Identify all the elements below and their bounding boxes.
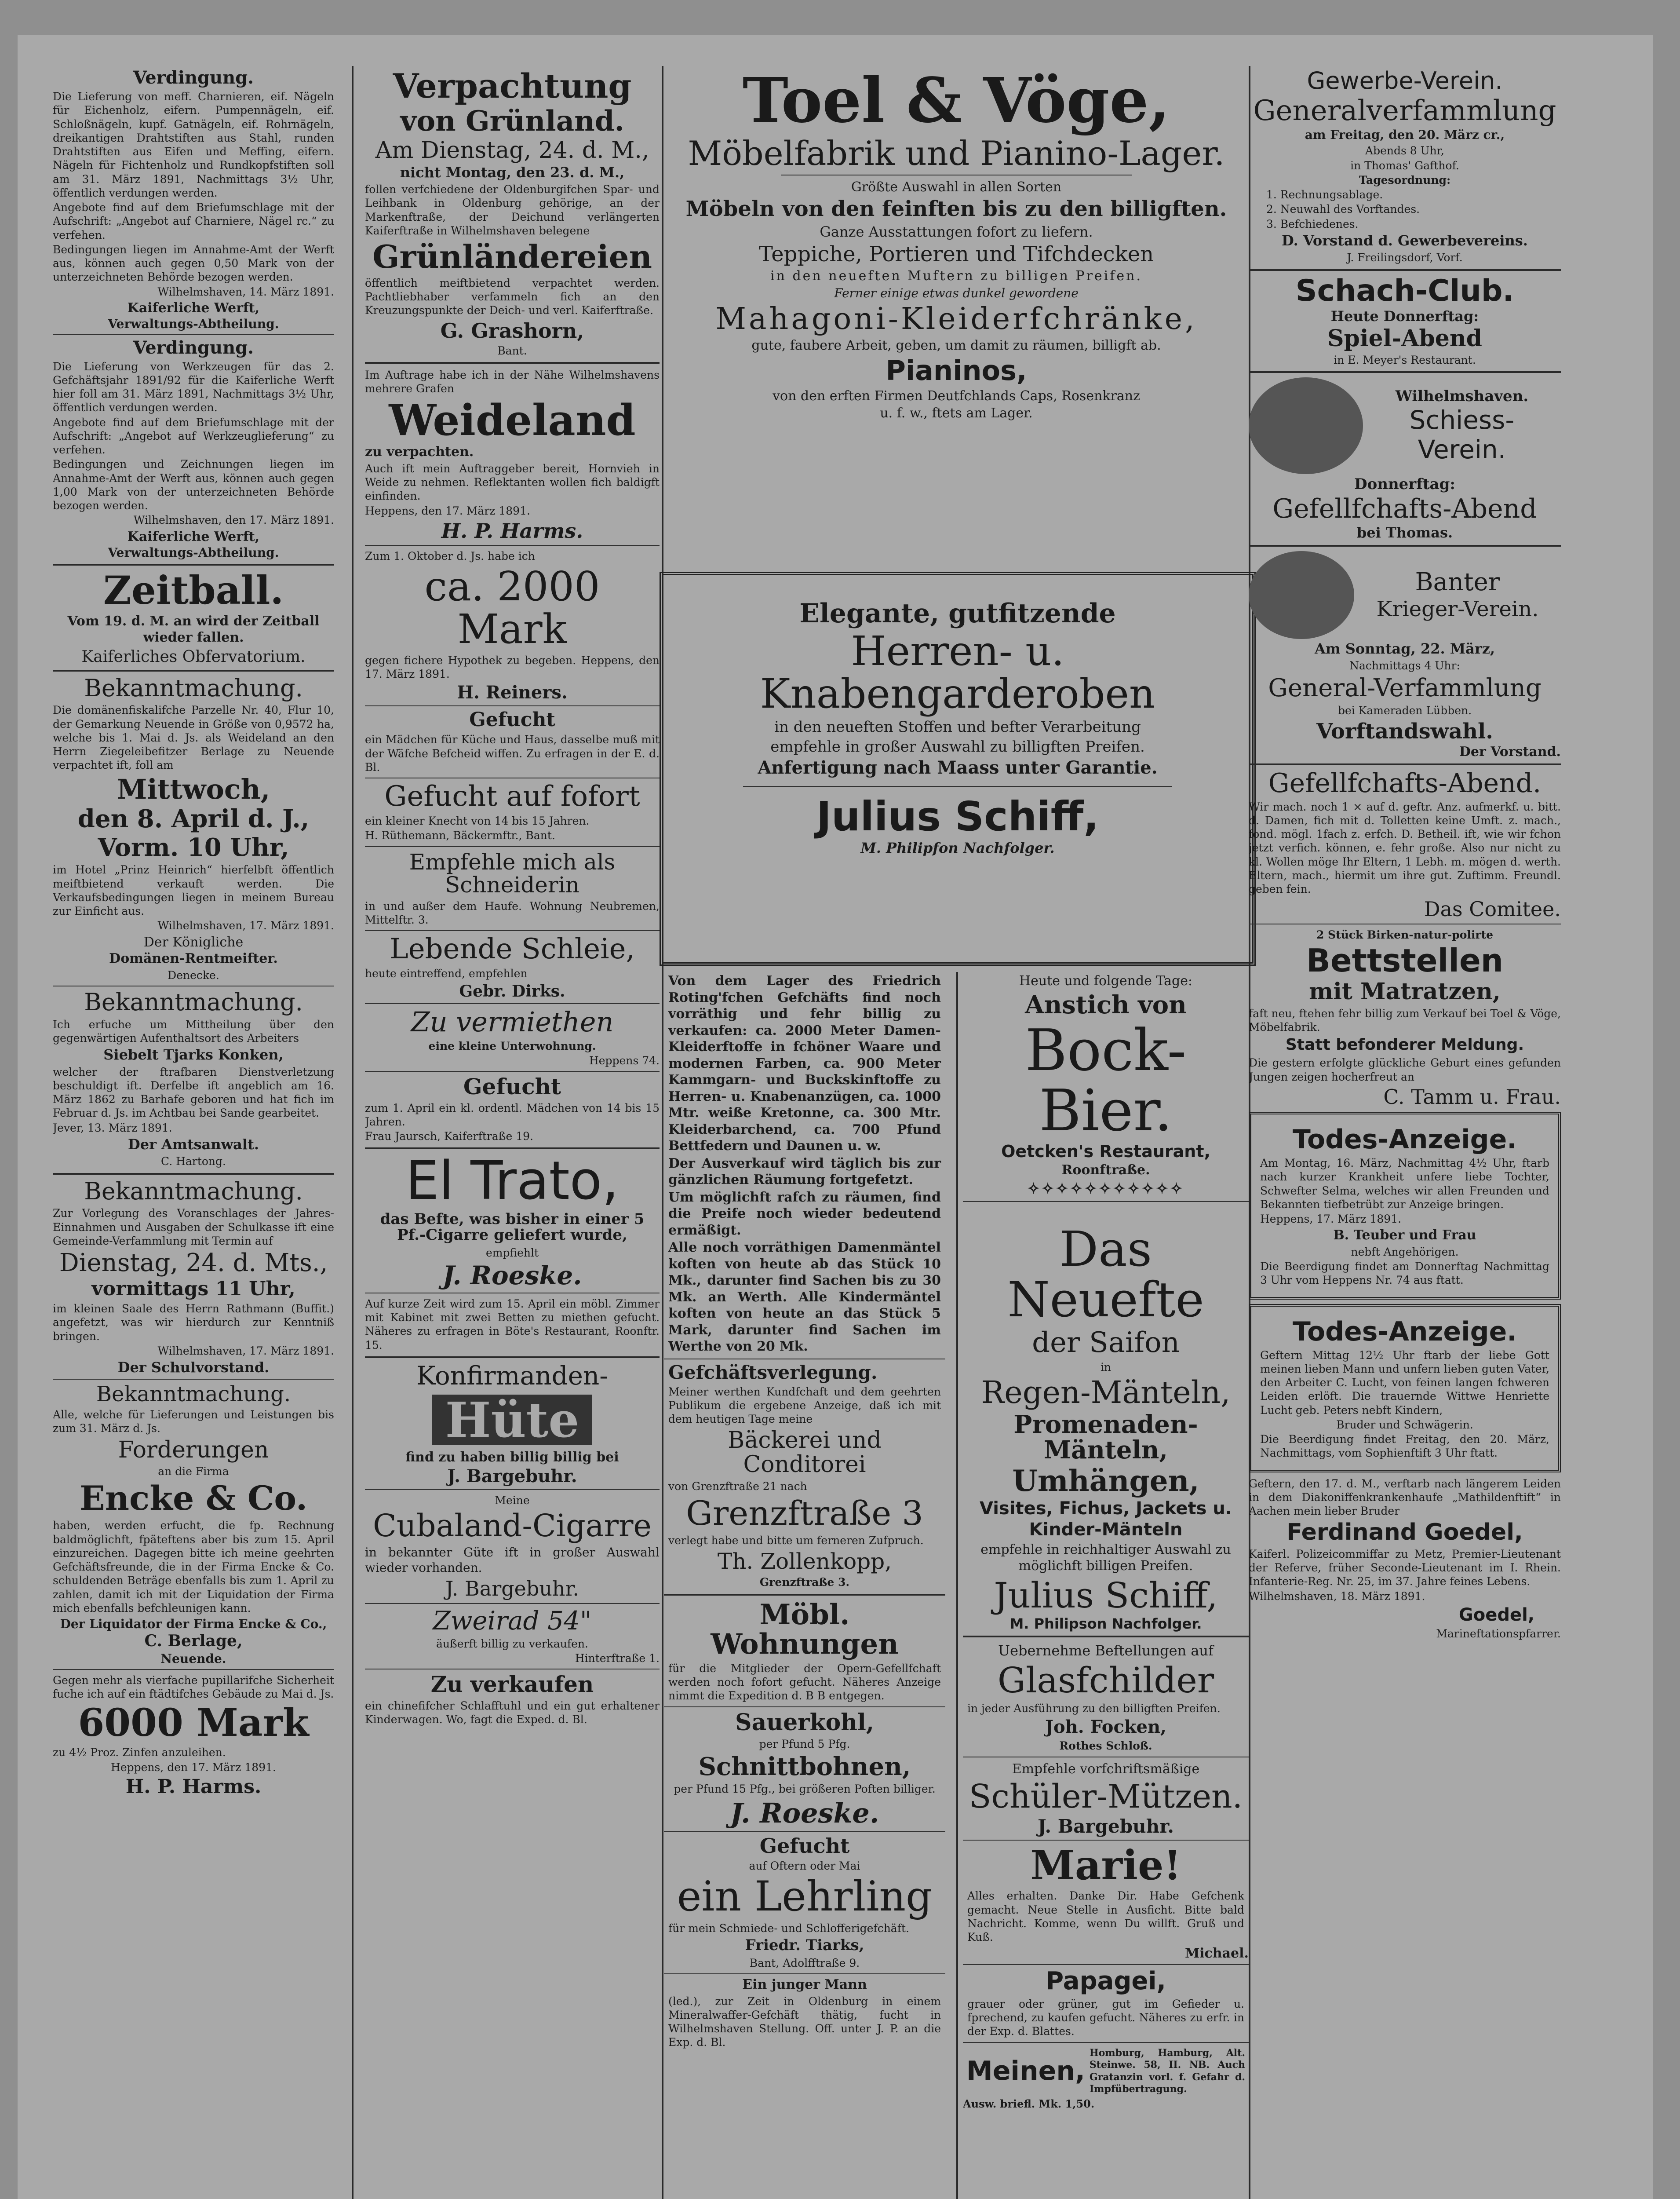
ad-signature: Neuende.	[160, 1651, 226, 1666]
ad-body: auf Oftern oder Mai	[749, 1859, 860, 1872]
ad-signature: M. Philipson Nachfolger.	[1009, 1615, 1202, 1632]
death-notice-box	[1249, 1304, 1561, 1472]
ad-title: Toel & Vöge,	[742, 66, 1170, 137]
ad-body: Im Auftrage habe ich in der Nähe Wilhelmshavens mehrere Grafen	[365, 369, 660, 395]
ad-highlight: Herren- u. Knabengarderoben	[760, 628, 1155, 717]
divider	[53, 1669, 334, 1670]
ad-body: in Thomas' Gafthof.	[1350, 159, 1459, 172]
divider	[365, 1603, 660, 1604]
column-3-header	[664, 66, 1249, 572]
ad-body: follen verfchiedene der Oldenburgifchen Spar- und Leihbank in Oldenburg gehörige, an der Markenftraße, der Deichund verlängerten Kaiferftraße in Wilhelmshaven belegene	[365, 183, 660, 237]
ad-body: in	[1100, 1360, 1111, 1373]
ad-body: gute, faubere Arbeit, geben, um damit zu räumen, billigft ab.	[751, 337, 1161, 353]
ad-highlight: General-Verfammlung	[1268, 673, 1542, 702]
shooting-club-emblem-icon	[1249, 377, 1363, 474]
ad-title: Sauerkohl,	[735, 1709, 874, 1736]
ad-body: in den neueften Muftern zu billigen Preifen.	[770, 268, 1142, 284]
ad-signature: nebft Angehörigen.	[1351, 1245, 1459, 1258]
veterans-club-emblem-icon	[1249, 551, 1354, 639]
ad-highlight: Generalverfammlung	[1253, 94, 1556, 127]
ad-signature: Grenzftraße 3.	[759, 1576, 850, 1589]
ad-body: Alles erhalten. Danke Dir. Habe Gefchenk gemacht. Neue Stelle in Ausficht. Bitte bald Nachricht. Komme, wenn Du willft. Gruß und Kuß.	[967, 1889, 1244, 1944]
ad-title: Gefucht	[469, 709, 555, 731]
ad-title: Bekanntmachung.	[84, 674, 303, 702]
ad-highlight: Mahagoni-Kleiderfchränke,	[715, 301, 1197, 336]
ad-title: Gewerbe-Verein.	[1307, 67, 1503, 95]
ad-body: Oetcken's Restaurant,	[1001, 1142, 1210, 1162]
ad-highlight: Regen-Mänteln,	[981, 1374, 1231, 1411]
ad-title: Gefucht auf fofort	[384, 780, 640, 813]
ad-body: verlegt habe und bitte um ferneren Zufpruch.	[668, 1534, 924, 1547]
ad-body: Die Lieferung von meff. Charnieren, eif. Nägeln für Eichenholz, eifern. Pumpennägeln, eif. Schloßnägeln, kupf. Gatnägeln, eif. Rohrnägeln, dreikantigen Drahtstiften aus Stahl, runden Drahtstiften aus Eifen und Meffing, eifern. Nägeln für Fichtenholz und Rundkopfstiften soll am 31. März 1891, Nachmittags 3½ Uhr, öffentlich verdungen werden.	[53, 90, 334, 199]
ad-body: Heppens 74.	[589, 1054, 660, 1067]
ad-highlight: Am Dienstag, 24. d. M.,	[375, 137, 649, 164]
ad-body: bei Thomas.	[1356, 524, 1453, 541]
ad-body: ein chinefifcher Schlafftuhl und ein gut erhaltener Kinderwagen. Wo, fagt die Exped. d. Bl.	[365, 1699, 660, 1726]
ad-body: Ganze Ausstattungen fofort zu liefern.	[820, 223, 1093, 240]
ad-body: von den erften Firmen Deutfchlands Caps, Rosenkranz	[773, 388, 1140, 404]
ad-signature: B. Teuber und Frau	[1333, 1227, 1476, 1243]
ad-body: Empfehle vorfchriftsmäßige	[1012, 1761, 1200, 1777]
ad-title: Bekanntmachung.	[96, 1381, 291, 1406]
ad-body: für mein Schmiede- und Schlofferigefchäft.	[668, 1921, 909, 1935]
ad-date: Heppens, den 17. März 1891.	[111, 1761, 276, 1774]
ad-highlight: den 8. April d. J.,	[77, 804, 310, 833]
divider	[963, 1840, 1249, 1841]
ad-body: grauer oder grüner, gut im Gefieder u. fprechend, zu kaufen gefucht. Näheres zu erfr. in der Exp. d. Blattes.	[967, 1997, 1244, 2038]
ad-body: Auf kurze Zeit wird zum 15. April ein möbl. Zimmer mit Kabinet mit zwei Betten zu miethen gefucht. Näheres zu erfragen in Böte's Restaurant, Roonftr. 15.	[365, 1297, 660, 1352]
ad-signature: H. P. Harms.	[125, 1775, 262, 1798]
ad-body: am Freitag, den 20. März cr.,	[1305, 127, 1505, 142]
divider	[365, 1147, 660, 1149]
ad-signature: J. Bargebuhr.	[1037, 1815, 1174, 1837]
ad-body: ein Mädchen für Küche und Haus, dasselbe muß mit der Wäfche Befcheid wiffen. Zu erfragen in der E. d. Bl.	[365, 733, 660, 774]
ad-body: Ausw. briefl. Mk. 1,50.	[963, 2097, 1095, 2110]
ad-body: Gegen mehr als vierfache pupillarifche Sicherheit fuche ich auf ein ftädtifches Gebäude zu Mai d. Js.	[53, 1673, 334, 1700]
ad-title: Gefucht	[759, 1834, 850, 1858]
ad-body: eine kleine Unterwohnung.	[428, 1039, 596, 1052]
divider	[1249, 371, 1561, 373]
ad-title: Anstich von	[1025, 990, 1187, 1019]
ad-highlight: Bettstellen	[1306, 942, 1504, 979]
ad-body: welcher der ftrafbaren Dienstverletzung beschuldigt ift. Derfelbe ift angeblich am 16. März 1862 zu Barhafe geboren und hat fich im Februar d. Js. im Achtbau bei Sande gearbeitet.	[53, 1065, 334, 1120]
ad-highlight: Ferdinand Goedel,	[1286, 1519, 1523, 1546]
ad-signature: Joh. Focken,	[1045, 1717, 1166, 1738]
ad-highlight: zu verpachten.	[365, 444, 474, 460]
ad-highlight: Papagei,	[1046, 1966, 1166, 1995]
ad-body: Bedingungen und Zeichnungen liegen im Annahme-Amt der Werft aus, können auch gegen 1,00 Mark von der unterzeichneten Behörde bezogen werden.	[53, 458, 334, 512]
ad-body: Heute und folgende Tage:	[1019, 973, 1193, 989]
ad-highlight: Dienstag, 24. d. Mts.,	[59, 1249, 328, 1278]
ad-highlight: Bäckerei und Conditorei	[728, 1427, 882, 1478]
divider	[53, 1379, 334, 1380]
ad-highlight: Kinder-Mänteln	[1029, 1519, 1183, 1540]
ad-title: Konfirmanden-	[416, 1360, 608, 1391]
ad-title: Schach-Club.	[1295, 273, 1514, 308]
ad-signature: Der Schulvorstand.	[117, 1359, 270, 1376]
ad-signature: Bant.	[497, 344, 527, 357]
ad-body: Abends 8 Uhr,	[1365, 144, 1444, 157]
ad-body: im Hotel „Prinz Heinrich“ hierfelbft öffentlich meiftbietend verkauft werden. Die Verkaufsbedingungen liegen in meinem Bureau zur Einficht aus.	[53, 863, 334, 918]
ad-body: 3. Befchiedenes.	[1266, 217, 1359, 230]
ad-body: Alle noch vorräthigen Damenmäntel koften von heute ab das Stück 10 Mk., darunter find Sachen bis zu 30 Mk. an Werth. Alle Kindermäntel koften von heute an das Stück 5 Mark, darunter find Sachen im Werthe von 20 Mk.	[668, 1240, 941, 1354]
ad-date: Wilhelmshaven, 17. März 1891.	[157, 1344, 334, 1357]
ad-body: Heute Donnerftag:	[1330, 308, 1479, 325]
divider	[1249, 763, 1561, 765]
ad-body: Die Beerdigung findet am Donnerftag Nachmittag 3 Uhr vom Heppens Nr. 74 aus ftatt.	[1260, 1260, 1549, 1287]
ad-body: Bedingungen liegen im Annahme-Amt der Werft aus, können auch gegen 0,50 Mark von der unterzeichneten Behörde bezogen werden.	[53, 243, 334, 284]
ad-title: Zeitball.	[103, 567, 284, 613]
ad-body: im kleinen Saale des Herrn Rathmann (Buffit.) angefetzt, was wir hierdurch zur Kenntniß bringen.	[53, 1302, 334, 1343]
ad-highlight: Bock-Bier.	[1025, 1017, 1187, 1144]
ad-body: Am Sonntag, 22. März,	[1314, 640, 1495, 657]
ad-title: Zu verkaufen	[430, 1671, 594, 1698]
ad-signature: Marineftationspfarrer.	[1436, 1627, 1561, 1640]
ad-title: Zweirad 54"	[433, 1605, 592, 1636]
ad-body: Homburg, Hamburg, Alt. Steinwe. 58, II. NB. Auch Gratanzin vorl. f. Gefahr d. Impfübertragung.	[1089, 2047, 1245, 2095]
divider	[53, 670, 334, 672]
ad-signature: J. Roeske.	[730, 1797, 879, 1829]
ad-signature: C. Tamm u. Frau.	[1383, 1085, 1561, 1109]
ad-signature: Julius Schiff,	[816, 793, 1099, 840]
ad-signature: D. Vorstand d. Gewerbevereins.	[1282, 232, 1528, 249]
ad-body: faft neu, ftehen fehr billig zum Verkauf bei Toel & Vöge, Möbelfabrik.	[1249, 1007, 1561, 1034]
ad-title: Bekanntmachung.	[84, 1177, 303, 1205]
ad-signature: Domänen-Rentmeifter.	[109, 951, 278, 967]
ornament-row: ✧✧✧✧✧✧✧✧✧✧✧	[1027, 1180, 1184, 1198]
ad-title: Empfehle mich als Schneiderin	[409, 849, 616, 898]
ad-title: Todes-Anzeige.	[1292, 1316, 1517, 1347]
ad-highlight: Vorftandswahl.	[1316, 719, 1493, 744]
ad-signature: C. Hartong.	[161, 1155, 226, 1168]
ad-subtitle: Möbelfabrik und Pianino-Lager.	[688, 134, 1225, 173]
ad-highlight: Möbeln von den feinften bis zu den billigften.	[685, 197, 1227, 222]
ad-body: das Befte, was bisher in einer 5 Pf.-Cigarre geliefert wurde,	[380, 1210, 645, 1244]
ad-body: find zu haben billig billig bei	[405, 1450, 619, 1465]
ad-highlight: El Trato,	[405, 1151, 619, 1212]
ad-body: Angebote find auf dem Briefumschlage mit der Aufschrift: „Angebot auf Charniere, Nägel rc.“ zu verfehen.	[53, 201, 334, 241]
ad-title: Verdingung.	[133, 67, 254, 88]
divider	[963, 1201, 1249, 1202]
ad-body: Geftern Mittag 12½ Uhr ftarb der liebe Gott meinen lieben Mann und unfern lieben guten Vater, den Arbeiter C. Lucht, von feinen langen fchweren Leiden erlöft. Die trauernde Wittwe Henriette Lucht geb. Peters nebft Kindern,	[1260, 1348, 1549, 1417]
ad-highlight: der Saifon	[1032, 1326, 1180, 1359]
ad-body: Ich erfuche um Mittheilung über den gegenwärtigen Aufenthaltsort des Arbeiters	[53, 1018, 334, 1045]
ad-body: u. f. w., ftets am Lager.	[880, 405, 1033, 421]
ad-body: Zur Vorlegung des Voranschlages der Jahres-Einnahmen und Ausgaben der Schulkasse ift eine Gemeinde-Verfammlung mit Termin auf	[53, 1207, 334, 1247]
ad-signature: Kaiferliche Werft,	[127, 529, 260, 544]
ad-highlight: Umhängen,	[1012, 1464, 1199, 1498]
ad-signature: Julius Schiff,	[994, 1574, 1218, 1616]
ad-body: ein kleiner Knecht von 14 bis 15 Jahren.	[365, 815, 590, 828]
ad-body: Die gestern erfolgte glückliche Geburt eines gefunden Jungen zeigen hocherfreut an	[1249, 1056, 1561, 1083]
ad-highlight: Spiel-Abend	[1327, 325, 1483, 352]
ad-body: Uebernehme Beftellungen auf	[998, 1642, 1214, 1659]
ad-highlight: Meinen,	[966, 2056, 1085, 2087]
ad-date: Heppens, den 17. März 1891.	[365, 504, 530, 517]
ad-title: Ein junger Mann	[742, 1977, 867, 1993]
ad-body: Auch ift mein Auftraggeber bereit, Hornvieh in Weide zu nehmen. Reflektanten wollen fich baldigft einfinden.	[365, 462, 660, 503]
ad-highlight: Siebelt Tjarks Konken,	[103, 1046, 284, 1063]
ad-body: Um möglichft rafch zu räumen, find die Preife noch wieder bedeutend ermäßigt.	[668, 1189, 941, 1238]
column-4	[1249, 66, 1561, 2199]
ad-body: Am Montag, 16. März, Nachmittag 4½ Uhr, ftarb nach kurzer Krankheit unfere liebe Tochter, Schwefter Selma, welches wir allen Freunden und Bekannten tiefbetrübt zur Anzeige bringen.	[1260, 1157, 1549, 1211]
ad-date: Wilhelmshaven, 18. März 1891.	[1249, 1589, 1425, 1603]
divider	[365, 1356, 660, 1358]
ad-highlight: Das Neuefte	[1007, 1220, 1204, 1328]
ad-body: 1. Rechnungsablage.	[1266, 188, 1383, 201]
ad-title: Gefucht	[463, 1074, 561, 1100]
death-notice-box	[1249, 1112, 1561, 1300]
divider	[53, 334, 334, 335]
ad-body: Nachmittags 4 Uhr:	[1349, 659, 1460, 672]
ad-highlight: Marie!	[1030, 1841, 1181, 1889]
ad-highlight: Pianinos,	[886, 354, 1027, 387]
ad-highlight: vormittags 11 Uhr,	[91, 1277, 295, 1300]
divider	[53, 1173, 334, 1175]
ad-signature: J. Roeske.	[442, 1260, 582, 1290]
ad-body: Wir mach. noch 1 × auf d. geftr. Anz. aufmerkf. u. bitt. d. Damen, fich mit d. Tolletten keine Umft. z. mach., fond. mögl. 1fach z. erfch. D. Betheil. ift, wie wir fchon jetzt verfich. können, e. fehr große. Also nur nicht zu kl. Wollen möge Ihr Eltern, 1 Lebh. m. mögen d. werth. Eltern, mach., hiermit um ihre gut. Zuftimm. Freundl. geben fein.	[1249, 800, 1561, 895]
ad-highlight: Visites, Fichus, Jackets u.	[979, 1498, 1232, 1519]
ad-body: zum 1. April ein kl. ordentl. Mädchen von 14 bis 15 Jahren.	[365, 1101, 660, 1128]
ad-highlight: Forderungen	[118, 1436, 269, 1463]
ad-body: Wilhelmshaven.	[1395, 387, 1529, 405]
ad-date: Jever, 13. März 1891.	[53, 1121, 172, 1134]
column-rule	[662, 66, 663, 2199]
ad-signature: Kaiferliches Obfervatorium.	[81, 647, 306, 666]
divider	[365, 1071, 660, 1072]
ad-signature: Frau Jaursch, Kaiferftraße 19.	[365, 1130, 533, 1143]
ad-date: Wilhelmshaven, 14. März 1891.	[157, 285, 334, 298]
divider	[963, 2042, 1249, 2043]
ad-body: haben, werden erfucht, die fp. Rechnung baldmöglichft, fpäteftens aber bis zum 15. April einzureichen. Dagegen bitte ich meine geehrten Gefchäftsfreunde, die in der Firma Encke & Co. schuldenden Beträge ebenfalls bis zum 1. April zu zahlen, damit ich mit der Liquidation der Firma mich ebenfalls befchleunigen kann.	[53, 1519, 334, 1615]
ad-body: Größte Auswahl in allen Sorten	[851, 179, 1062, 195]
ad-signature: Der Vorstand.	[1459, 744, 1561, 760]
ad-body: Meiner werthen Kundfchaft und dem geehrten Publikum die ergebene Anzeige, daß ich mit dem heutigen Tage meine	[668, 1385, 941, 1426]
ad-body: empfehle in großer Auswahl zu billigften Preifen.	[770, 738, 1145, 756]
ad-body: in den neueften Stoffen und befter Verarbeitung	[774, 718, 1141, 736]
ad-highlight: Grünländereien	[372, 238, 652, 276]
ad-title: Verdingung.	[133, 337, 254, 358]
ad-title: Cubaland-Cigarre	[373, 1507, 652, 1544]
ad-body: Roonftraße.	[1061, 1162, 1150, 1178]
ad-body: 2 Stück Birken-natur-polirte	[1316, 928, 1494, 941]
ad-body: per Pfund 15 Pfg., bei größeren Poften billiger.	[674, 1783, 936, 1796]
ad-body: heute eintreffend, empfehlen	[365, 967, 528, 980]
ad-date: Wilhelmshaven, den 17. März 1891.	[133, 514, 334, 527]
ad-body: Statt befonderer Meldung.	[1285, 1036, 1524, 1054]
ad-signature: Bruder und Schwägerin.	[1336, 1418, 1473, 1431]
ad-title: Schnittbohnen,	[698, 1752, 911, 1781]
ad-highlight: Vorm. 10 Uhr,	[98, 833, 289, 862]
ad-signature: Gebr. Dirks.	[459, 982, 565, 1001]
ad-body: Tagesordnung:	[1359, 173, 1451, 186]
ad-signature: C. Berlage,	[144, 1632, 243, 1651]
ad-signature: Kaiferliche Werft,	[127, 300, 260, 316]
ad-body: Die Beerdigung findet Freitag, den 20. März, Nachmittags, vom Sophienftift 3 Uhr ftatt.	[1260, 1433, 1549, 1460]
divider	[53, 564, 334, 566]
ad-signature: Der Amtsanwalt.	[128, 1136, 259, 1153]
ad-title: Todes-Anzeige.	[1292, 1124, 1517, 1155]
divider	[1249, 545, 1561, 547]
ad-signature: Der Liquidator der Firma Encke & Co.,	[60, 1617, 327, 1632]
ad-signature: Rothes Schloß.	[1059, 1739, 1152, 1753]
ad-highlight: Gefellfchafts-Abend	[1272, 493, 1537, 525]
ad-body: bei Kameraden Lübben.	[1337, 704, 1472, 717]
ad-date: Heppens, 17. März 1891.	[1260, 1213, 1402, 1226]
column-1	[53, 66, 334, 2199]
ad-signature: J. Freilingsdorf, Vorf.	[1347, 251, 1463, 264]
ad-signature: Der Königliche	[143, 934, 244, 950]
ad-highlight: Glasfchilder	[997, 1660, 1214, 1701]
ad-signature: Denecke.	[168, 968, 219, 982]
ad-signature: Michael.	[1184, 1946, 1249, 1962]
ad-highlight: mit Matratzen,	[1309, 978, 1501, 1005]
divider	[664, 1973, 945, 1974]
ad-title: Möbl. Wohnungen	[711, 1598, 899, 1661]
ad-body: empfiehlt	[485, 1246, 539, 1259]
ad-highlight: Weideland	[389, 395, 636, 445]
ad-body: in und außer dem Haufe. Wohnung Neubremen, Mittelftr. 3.	[365, 899, 660, 926]
ad-highlight: Teppiche, Portieren und Tifchdecken	[758, 241, 1154, 267]
ad-frame	[660, 572, 1256, 966]
ad-body: 2. Neuwahl des Vorftandes.	[1266, 203, 1420, 216]
ad-signature: G. Grashorn,	[440, 318, 584, 343]
ad-body: Donnerftag:	[1354, 475, 1455, 493]
ad-title: Banter	[1415, 568, 1500, 597]
ad-body: an die Firma	[158, 1465, 229, 1478]
ad-highlight: ein Lehrling	[677, 1873, 933, 1921]
divider	[664, 1594, 945, 1596]
ad-body: zu 4½ Proz. Zinfen anzuleihen.	[53, 1746, 226, 1759]
divider	[963, 1636, 1249, 1637]
column-rule	[956, 972, 958, 2199]
ad-date: Wilhelmshaven, 17. März 1891.	[157, 919, 334, 932]
ad-signature: H. Reiners.	[457, 682, 568, 703]
ad-body: Ferner einige etwas dunkel gewordene	[834, 285, 1079, 300]
ad-signature: Das Comitee.	[1424, 897, 1561, 921]
ad-body: in jeder Ausführung zu den billigften Preifen.	[967, 1702, 1221, 1715]
divider	[365, 705, 660, 706]
column-2	[365, 66, 660, 2199]
ad-body: in E. Meyer's Restaurant.	[1334, 354, 1476, 367]
ad-signature: Bant, Adolfftraße 9.	[749, 1956, 860, 1969]
divider	[963, 1964, 1249, 1965]
ad-title: Gefchäftsverlegung.	[668, 1361, 878, 1383]
ad-body: gegen fichere Hypothek zu begeben. Heppens, den 17. März 1891.	[365, 654, 660, 680]
ad-title: Krieger-Verein.	[1376, 596, 1539, 621]
ad-body: Anfertigung nach Maass unter Garantie.	[758, 757, 1158, 778]
column-3-left	[664, 972, 945, 2199]
ad-body: Von dem Lager des Friedrich Roting'fchen Gefchäfts find noch vorräthig und fehr billig zu verkaufen: ca. 2000 Meter Damen-Kleiderftoffe in fchöner Waare und modernen Farben, ca. 900 Meter Kammgarn- und Buckskinftoffe zu Herren- u. Knabenanzügen, ca. 1000 Mtr. weiße Kretonne, ca. 300 Mtr. Kleiderbarchend, ca. 700 Pfund Bettfedern und Daunen u. w.	[668, 973, 941, 1154]
ad-body: für die Mitglieder der Opern-Gefellfchaft werden noch fofort gefucht. Näheres Anzeige nimmt die Expedition d. B B entgegen.	[668, 1662, 941, 1702]
ad-highlight: nicht Montag, den 23. d. M.,	[400, 164, 625, 181]
ad-signature: Friedr. Tiarks,	[745, 1936, 864, 1954]
divider	[365, 545, 660, 546]
ad-body: Angebote find auf dem Briefumschlage mit der Aufschrift: „Angebot auf Werkzeuglieferung“ zu verfehen.	[53, 416, 334, 457]
ad-body: Alle, welche für Lieferungen und Leistungen bis zum 31. März d. Js.	[53, 1408, 334, 1435]
column-3-right	[963, 972, 1249, 2199]
ad-highlight: Encke & Co.	[79, 1479, 308, 1518]
ad-signature: Hinterftraße 1.	[575, 1651, 660, 1665]
divider	[664, 1831, 945, 1832]
ad-highlight: Hüte	[432, 1395, 593, 1446]
ad-title: Zu vermiethen	[411, 1006, 614, 1038]
ad-signature: Verwaltungs-Abtheilung.	[108, 545, 279, 560]
ad-title: Schiess-	[1409, 405, 1515, 435]
ad-body: empfehle in reichhaltiger Auswahl zu möglichft billigen Preifen.	[980, 1541, 1231, 1574]
ad-signature: Th. Zollenkopp,	[717, 1548, 892, 1574]
ad-highlight: ca. 2000 Mark	[424, 563, 600, 653]
ad-body: Der Ausverkauf wird täglich bis zur gänzlichen Räumung fortgefetzt.	[668, 1155, 941, 1187]
ad-body: (led.), zur Zeit in Oldenburg in einem Mineralwaffer-Gefchäft thätig, fucht in Wilhelmshaven Stellung. Off. unter J. P. an die Exp. d. Bl.	[668, 1994, 941, 2049]
ad-body: Zum 1. Oktober d. Js. habe ich	[365, 550, 535, 563]
ad-signature: H. Rüthemann, Bäckermftr., Bant.	[365, 829, 555, 842]
ad-signature: Goedel,	[1458, 1604, 1534, 1625]
ad-body: Die Lieferung von Werkzeugen für das 2. Gefchäftsjahr 1891/92 für die Kaiferliche Werft hier foll am 31. März 1891, Nachmittags 3½ Uhr, öffentlich verdungen werden.	[53, 360, 334, 414]
ad-body: äußerft billig zu verkaufen.	[436, 1637, 588, 1650]
ad-body: per Pfund 5 Pfg.	[759, 1738, 850, 1751]
ad-title: Lebende Schleie,	[390, 933, 635, 966]
ad-highlight: Promenaden-Mänteln,	[1013, 1410, 1198, 1465]
ad-signature: Verwaltungs-Abtheilung.	[108, 317, 279, 332]
ad-highlight: Schüler-Mützen.	[969, 1778, 1243, 1816]
divider	[365, 1489, 660, 1490]
divider	[365, 846, 660, 847]
divider	[664, 1706, 945, 1707]
divider	[365, 1003, 660, 1004]
ad-body: in bekannter Güte ift in großer Auswahl wieder vorhanden.	[365, 1545, 660, 1575]
ad-title: Bekanntmachung.	[84, 988, 303, 1016]
divider	[743, 786, 1172, 787]
ad-body: Die domänenfiskalifche Parzelle Nr. 40, Flur 10, der Gemarkung Neuende in Größe von 0,9572 ha, welche bis 1. Mai d. Js. als Weideland an den Herrn Ziegeleibefitzer Berlage zu Neuende verpachtet ift, foll am	[53, 704, 334, 772]
ad-title: Verpachtung	[393, 66, 632, 106]
ad-signature: H. P. Harms.	[441, 519, 583, 543]
ad-title: Elegante, gutfitzende	[799, 598, 1116, 629]
ad-highlight: 6000 Mark	[78, 1701, 309, 1746]
ad-body: Kaiferl. Polizeicommiffar zu Metz, Premier-Lieutenant der Referve, früher Seconde-Lieutenant im I. Rhein. Infanterie-Reg. Nr. 25, im 37. Jahre feines Lebens.	[1249, 1547, 1561, 1588]
column-rule	[352, 66, 353, 2199]
ad-signature: M. Philipfon Nachfolger.	[860, 839, 1055, 856]
ad-signature: J. Bargebuhr.	[445, 1577, 579, 1601]
ad-highlight: Grenzftraße 3	[686, 1493, 923, 1533]
ad-signature: J. Bargebuhr.	[447, 1465, 577, 1487]
ad-body: Geftern, den 17. d. M., verftarb nach längerem Leiden in dem Diakoniffenkrankenhaufe „Mathildenftift“ in Aachen mein lieber Bruder	[1249, 1477, 1561, 1518]
divider	[365, 930, 660, 931]
divider	[1249, 269, 1561, 271]
ad-title: von Grünland.	[400, 104, 624, 138]
ad-body: von Grenzftraße 21 nach	[668, 1479, 807, 1493]
ad-body: öffentlich meiftbietend verpachtet werden. Pachtliebhaber verfammeln fich an den Kreuzungspunkte der Deich- und verl. Kaiferftraße.	[365, 276, 660, 317]
divider	[365, 362, 660, 364]
ad-highlight: Mittwoch,	[117, 773, 270, 805]
ad-title: Gefellfchafts-Abend.	[1268, 767, 1542, 799]
ad-body: Vom 19. d. M. an wird der Zeitball wieder fallen.	[67, 613, 320, 646]
ad-body: Meine	[495, 1494, 530, 1507]
ad-title: Verein.	[1418, 435, 1506, 465]
